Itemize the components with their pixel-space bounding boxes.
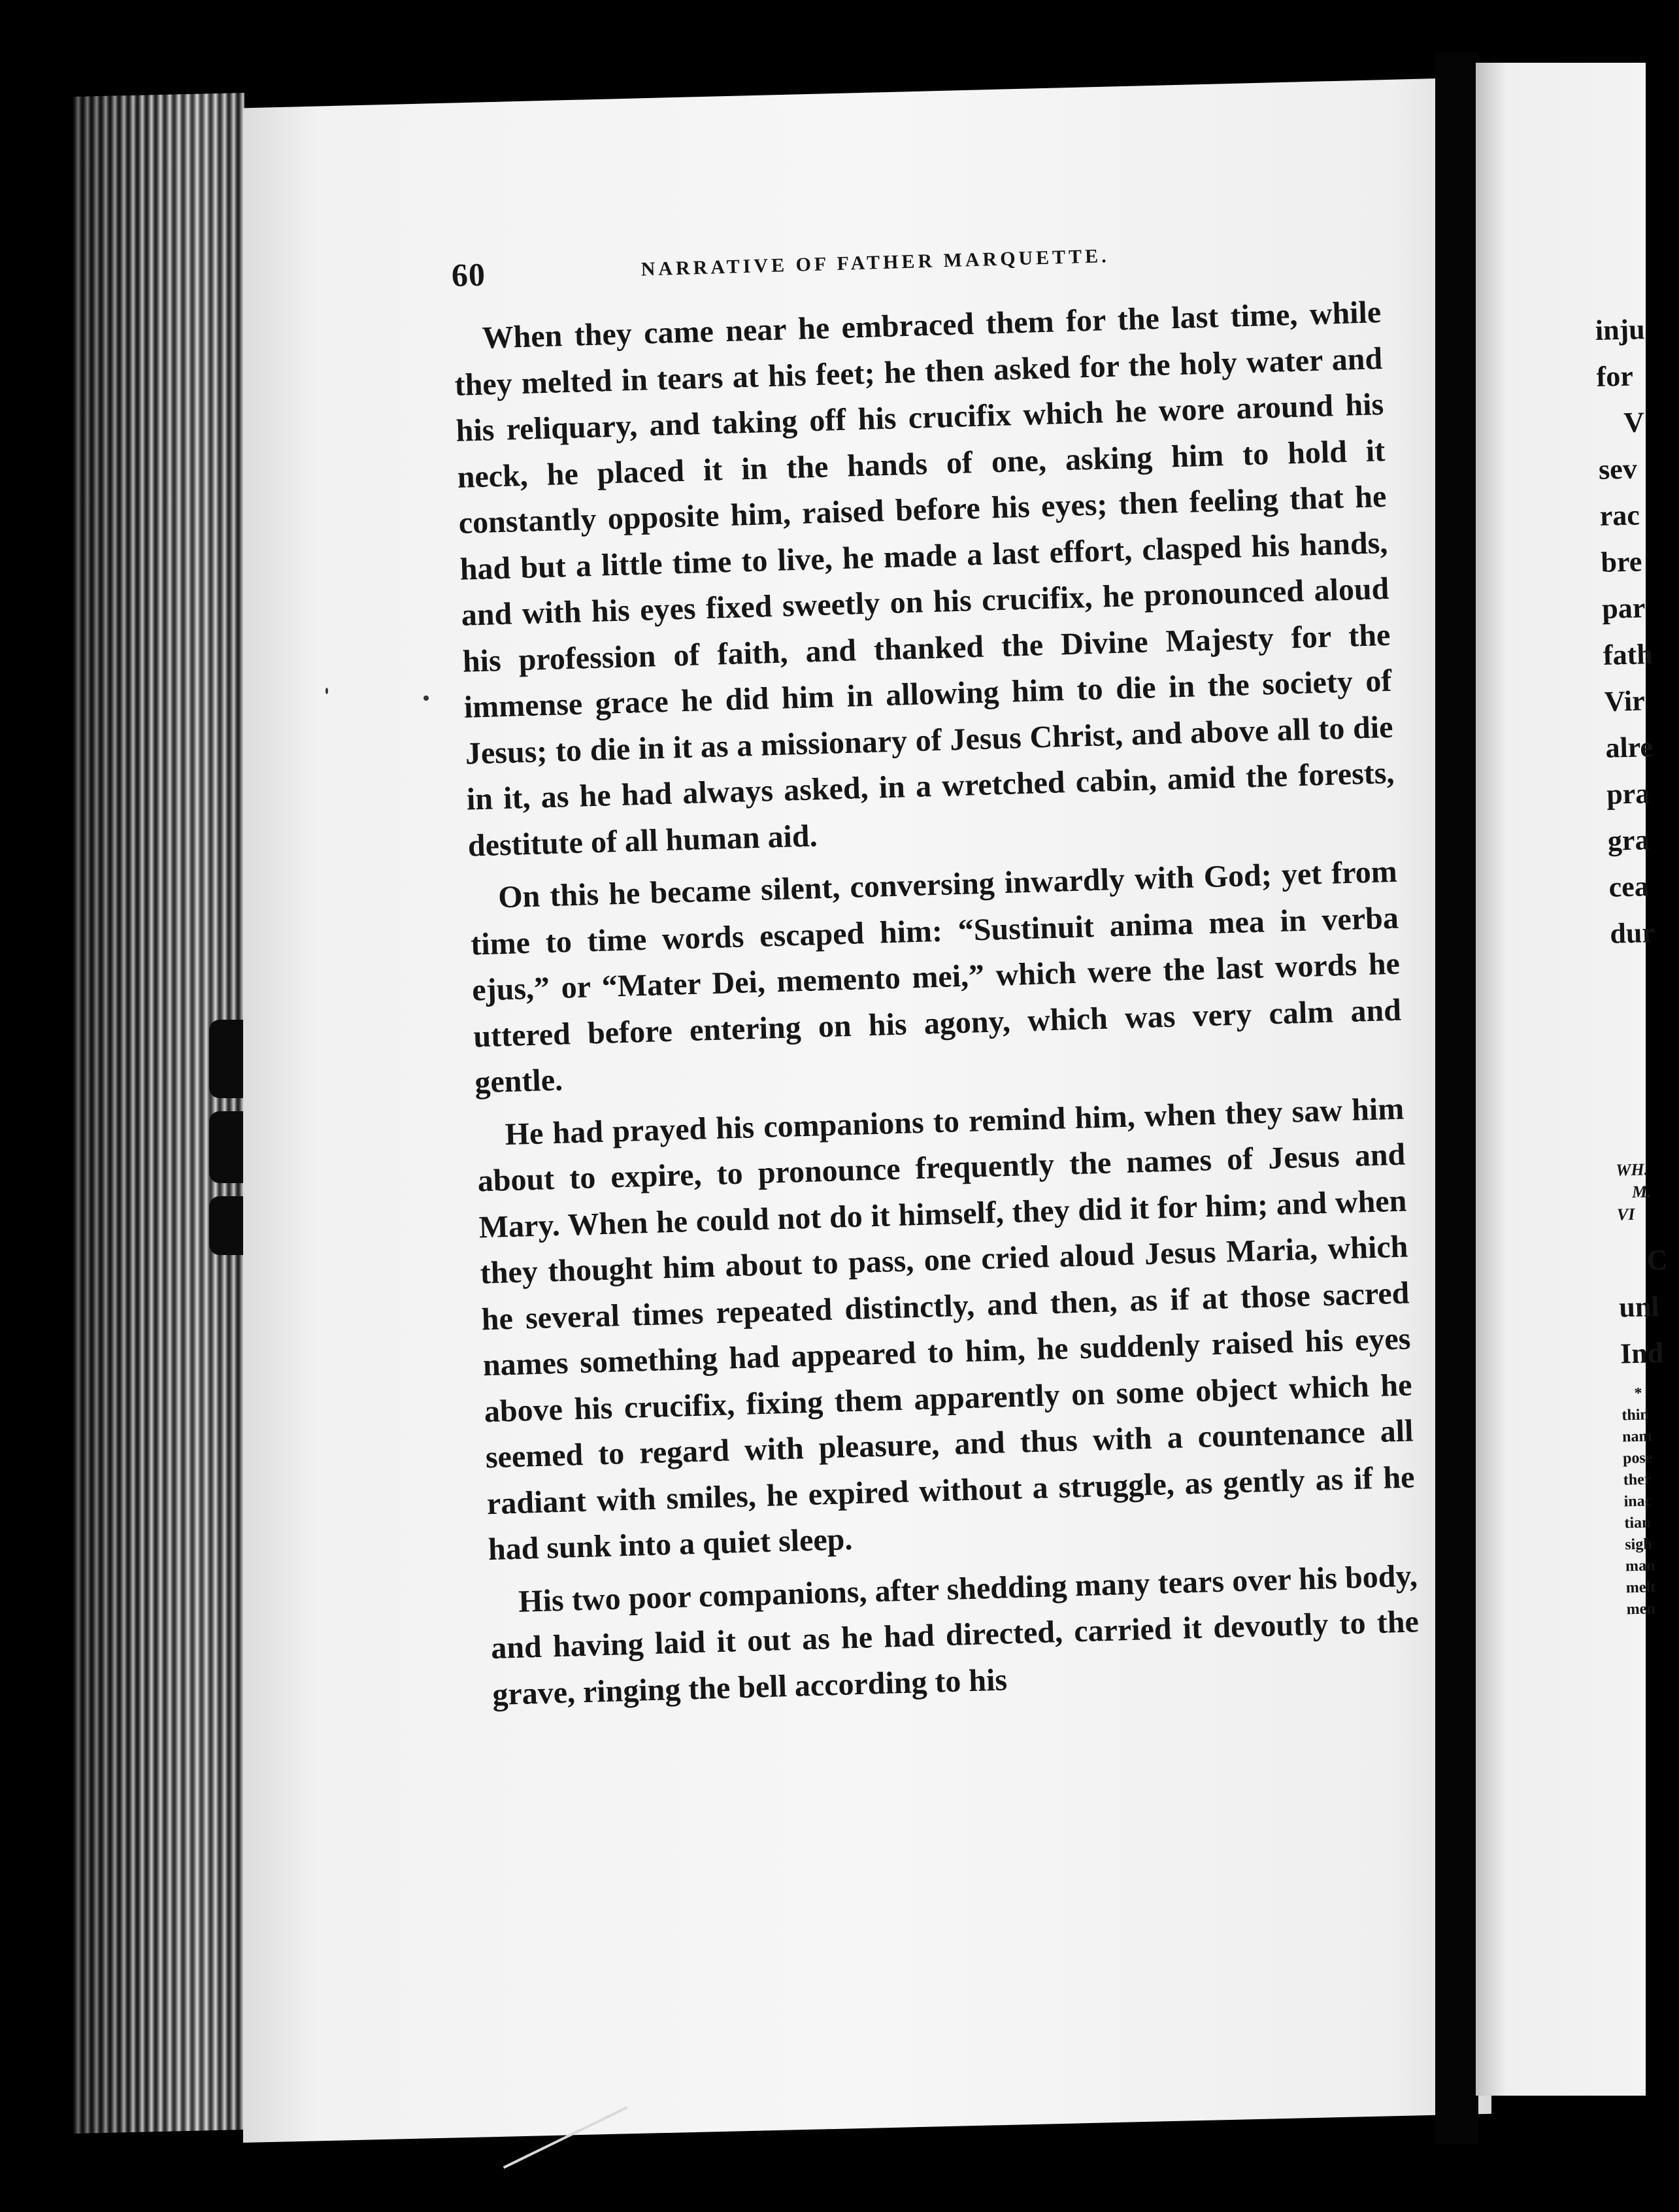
facing-note-fragment: sigh [1624, 1535, 1652, 1554]
facing-fragment: rac [1599, 499, 1640, 532]
facing-heading-fragment: WH. [1615, 1160, 1649, 1180]
page-number: 60 [451, 256, 486, 293]
facing-note-fragment: nam [1621, 1428, 1652, 1446]
ink-speck [325, 688, 328, 694]
facing-note-fragment: * [1634, 1384, 1642, 1403]
facing-note-fragment: man [1625, 1557, 1655, 1575]
facing-fragment: fath [1603, 637, 1654, 671]
facing-fragment: gra [1607, 824, 1650, 857]
facing-fragment: bre [1600, 545, 1642, 578]
facing-fragment: par [1601, 592, 1646, 625]
facing-fragment: V [1623, 406, 1645, 439]
facing-note-fragment: ther [1623, 1471, 1652, 1489]
paragraph: He had prayed his companions to remind him, when they saw him about to expire, to pronounce frequently the names of Jesus and Mary. When he could not do it himself, they did it for him; and when they thought him about to pass, one cried aloud Jesus Maria, which he several times repeated distinctly, and then, as if at those sacred names something had appeared to him, he suddenly raised his eyes above his crucifix, fixing them apparently on some object which he seemed to regard with pleasure, and thus with a countenance all radiant with smiles, he expired without a struggle, as gently as if he had sunk into a quiet sleep. [476, 1091, 1416, 1567]
facing-note-fragment: inac [1623, 1492, 1652, 1511]
facing-fragment: alre [1604, 731, 1654, 764]
facing-fragment: C [1646, 1243, 1669, 1277]
paragraph: On this he became silent, conversing inwardly with God; yet from time to time words escaped him: “Sustinuit anima mea in verba ejus,” or “Mater Dei, memento mei,” which were the last words he uttered before entering on his agony, which was very calm and gentle. [470, 854, 1402, 1100]
page-text-block [451, 229, 1421, 1724]
running-head: NARRATIVE OF FATHER MARQUETTE. [640, 244, 1110, 280]
facing-fragment: Vir [1604, 684, 1646, 718]
facing-fragment: inju [1595, 313, 1646, 346]
book-gutter [1435, 52, 1478, 2144]
facing-note-fragment: thin [1621, 1406, 1650, 1424]
facing-fragment: unl [1618, 1290, 1660, 1324]
facing-fragment: Ind [1620, 1336, 1664, 1370]
facing-note-fragment: melt [1625, 1579, 1656, 1597]
facing-fragment: sev [1598, 452, 1638, 486]
facing-fragment: for [1596, 360, 1634, 393]
facing-fragment: cea [1608, 870, 1650, 903]
facing-note-fragment: tian [1624, 1514, 1651, 1532]
paragraph: His two poor companions, after shedding many tears over his body, and having laid it out as he had directed, carried it devoutly to the grave, ringing the bell according to his [490, 1558, 1420, 1712]
facing-fragment: pra [1606, 777, 1650, 811]
facing-fragment: dur [1609, 916, 1655, 950]
facing-note-fragment: men [1626, 1600, 1655, 1618]
facing-heading-fragment: VI [1616, 1204, 1635, 1224]
facing-heading-fragment: M. [1631, 1182, 1652, 1202]
facing-note-fragment: pose [1622, 1449, 1653, 1467]
paragraph: When they came near he embraced them for the last time, while they melted in tears at his feet; he then asked for the holy water and his reliquary, and taking off his crucifix which he wore around his neck, he placed it in the hands of one, asking him to hold it constantly opposite him, raised before his eyes; then feeling that he had but a little time to live, he made a last effort, clasped his hands, and with his eyes fixed sweetly on his crucifix, he pronounced aloud his profession of faith, and thanked the Divine Majesty for the immense grace he did him in allowing him to die in the society of Jesus; to die in it as a missionary of Jesus Christ, and above all to die in it, as he had always asked, in a wretched cabin, amid the forests, destitute of all human aid. [454, 295, 1395, 863]
ink-speck [424, 695, 429, 701]
